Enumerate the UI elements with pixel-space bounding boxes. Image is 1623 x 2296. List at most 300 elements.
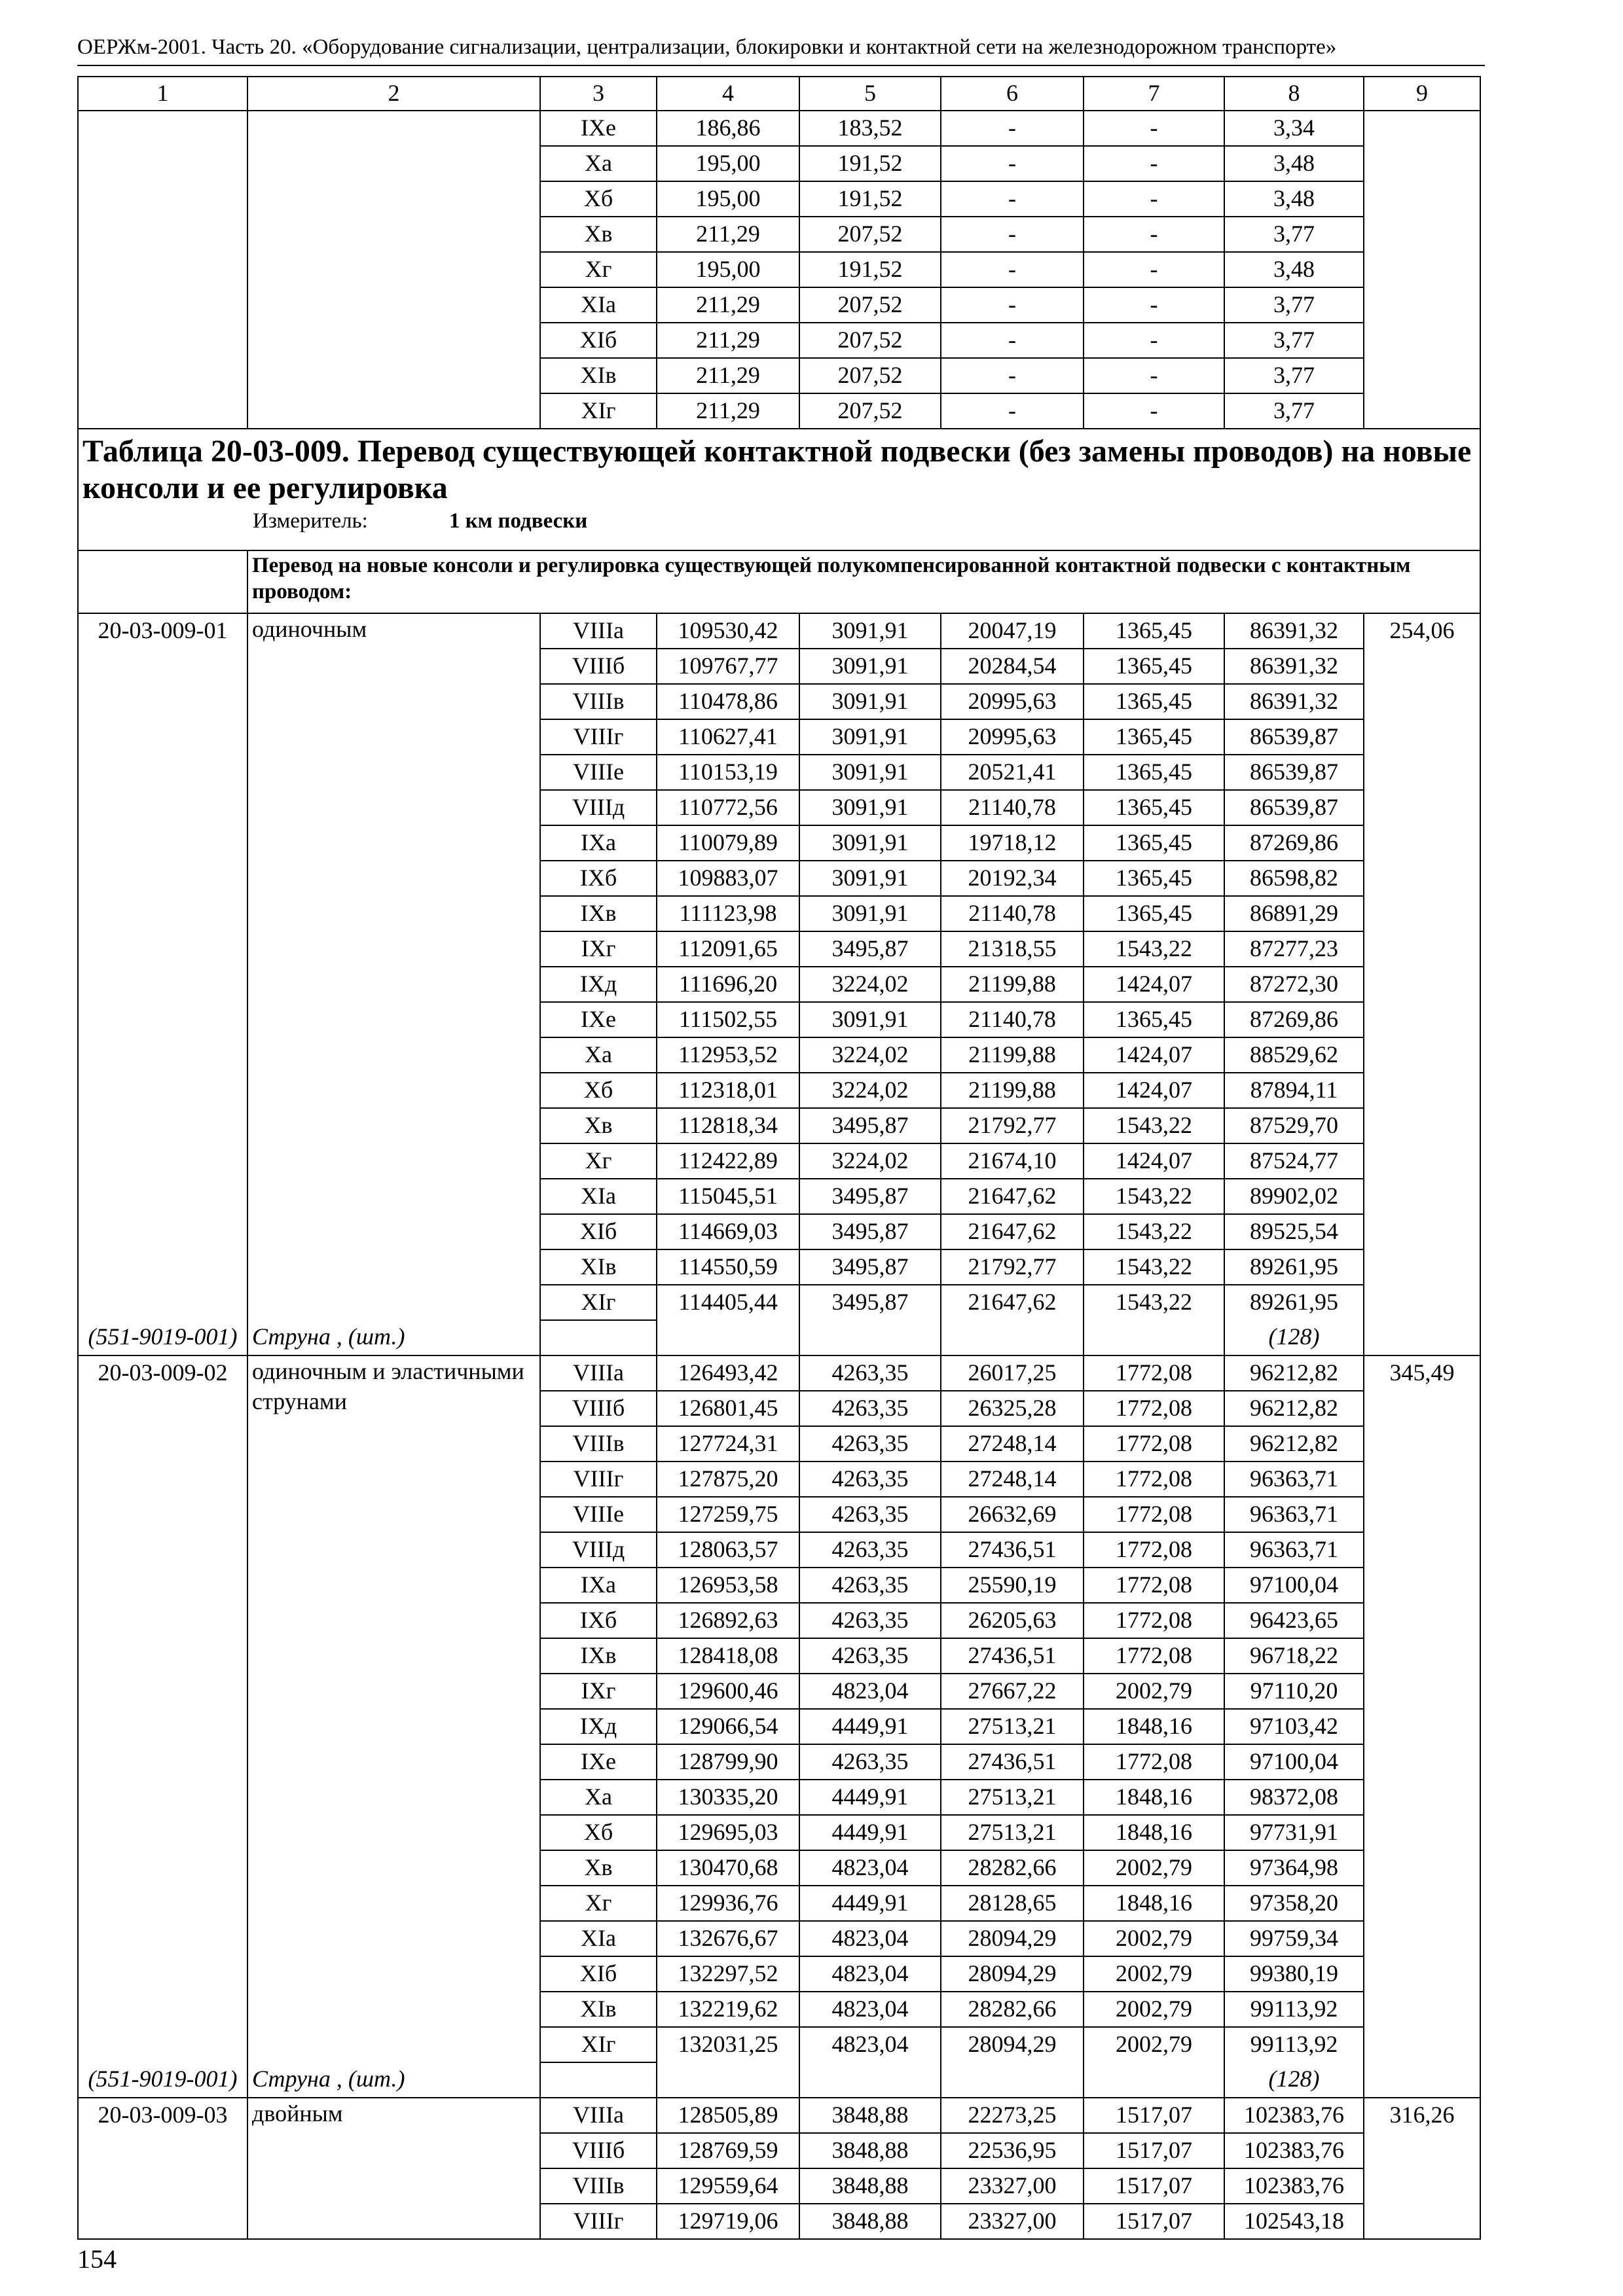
cell-wages: 3848,88 [799,2098,941,2133]
cell-machines: 22536,95 [941,2133,1084,2168]
cell-machines: - [941,393,1084,429]
cell-resource: Xб [540,181,657,217]
cell-resource: IXв [540,1638,657,1674]
cell-wages: 4823,04 [799,1674,941,1709]
cell-resource: IXа [540,1568,657,1603]
cell-machines: 21140,78 [941,790,1084,825]
cell-materials: 97100,04 [1224,1568,1364,1603]
cell-materials: 86539,87 [1224,719,1364,755]
cell-material-qty: (128) [1224,1320,1364,1355]
cell-total-cost: 129600,46 [657,1674,799,1709]
cell-total-cost: 211,29 [657,287,799,323]
cell-materials: 89902,02 [1224,1179,1364,1214]
cell-total-cost: 130470,68 [657,1850,799,1886]
column-number: 5 [799,77,941,111]
cell-resource: XIа [540,287,657,323]
cell-materials: 102383,76 [1224,2133,1364,2168]
cell-machinist-wages: 1365,45 [1084,861,1224,896]
cell-wages: 4823,04 [799,2027,941,2062]
cell-materials: 86391,32 [1224,613,1364,649]
meter-value: 1 км подвески [449,509,588,533]
cell-machinist-wages: 1543,22 [1084,1214,1224,1249]
cell-wages: 3224,02 [799,1143,941,1179]
cell-machines: - [941,217,1084,252]
cell-wages: 4263,35 [799,1603,941,1638]
cell-resource: IXа [540,825,657,861]
table-row [78,1355,1480,1391]
cell-materials: 3,48 [1224,252,1364,287]
cell-total-cost: 128505,89 [657,2098,799,2133]
cell-wages: 4449,91 [799,1886,941,1921]
cell-total-cost: 129559,64 [657,2168,799,2204]
cell-machines: 20521,41 [941,755,1084,790]
cell-resource: IXд [540,1709,657,1744]
cell-wages: 3091,91 [799,755,941,790]
cell-total-cost: 186,86 [657,111,799,146]
cell-machinist-wages: 1365,45 [1084,613,1224,649]
cell-resource: Xб [540,1815,657,1850]
cell-materials: 89261,95 [1224,1249,1364,1285]
cell-resource: Xв [540,217,657,252]
cell-resource: VIIIг [540,1462,657,1497]
cell-machines: 21647,62 [941,1285,1084,1320]
cell-wages: 3091,91 [799,896,941,931]
cell-resource: XIг [540,2027,657,2062]
cell-materials: 87524,77 [1224,1143,1364,1179]
cell-rate-code: 20-03-009-03 [78,2098,247,2239]
cell-labour: 345,49 [1364,1355,1480,2098]
cell-resource: XIа [540,1179,657,1214]
cell-machinist-wages: 1424,07 [1084,1073,1224,1108]
cell-labour: 254,06 [1364,613,1480,1355]
cell-machinist-wages: 1365,45 [1084,896,1224,931]
cell-machines: 25590,19 [941,1568,1084,1603]
cell-material-empty [1084,2062,1224,2098]
cell-machinist-wages: 1517,07 [1084,2133,1224,2168]
cell-resource: XIб [540,323,657,358]
cell-total-cost: 111696,20 [657,967,799,1002]
cell-total-cost: 132031,25 [657,2027,799,2062]
cell-machines: 28282,66 [941,1850,1084,1886]
cell-total-cost: 211,29 [657,217,799,252]
cell-resource: IXв [540,896,657,931]
cell-code-empty [78,111,247,429]
cell-materials: 102383,76 [1224,2098,1364,2133]
subtitle-row [78,550,1480,613]
cell-materials: 96212,82 [1224,1426,1364,1462]
cell-material-code: (551-9019-001) [78,2062,247,2098]
cell-wages: 3091,91 [799,613,941,649]
cell-total-cost: 211,29 [657,393,799,429]
cell-total-cost: 211,29 [657,358,799,393]
cell-machines: 27248,14 [941,1426,1084,1462]
cell-material-empty [657,2062,799,2098]
cell-rate-name: одиночным и эластичными струнами [247,1355,540,2062]
cell-wages: 4449,91 [799,1780,941,1815]
cell-machines: 23327,00 [941,2204,1084,2239]
cell-resource: XIб [540,1214,657,1249]
cell-resource: Xа [540,146,657,181]
cell-machines: 27248,14 [941,1462,1084,1497]
cell-machinist-wages: - [1084,287,1224,323]
cell-wages: 4823,04 [799,1850,941,1886]
cell-machines: - [941,111,1084,146]
cell-resource: IXг [540,1674,657,1709]
cell-wages: 207,52 [799,323,941,358]
cell-resource: VIIIг [540,719,657,755]
column-number-row [78,77,1480,111]
cell-total-cost: 110079,89 [657,825,799,861]
cell-machinist-wages: - [1084,181,1224,217]
cell-wages: 4263,35 [799,1426,941,1462]
cell-machinist-wages: 1772,08 [1084,1568,1224,1603]
cell-machines: - [941,252,1084,287]
cell-total-cost: 112422,89 [657,1143,799,1179]
cell-total-cost: 109530,42 [657,613,799,649]
cell-material-empty [657,1320,799,1355]
cell-machines: 20047,19 [941,613,1084,649]
cell-machinist-wages: 1848,16 [1084,1780,1224,1815]
cell-wages: 3224,02 [799,1037,941,1073]
cell-machines: 21647,62 [941,1214,1084,1249]
cell-machines: 26325,28 [941,1391,1084,1426]
cell-machines: - [941,146,1084,181]
cell-machinist-wages: 1772,08 [1084,1426,1224,1462]
cell-material-empty [941,2062,1084,2098]
cell-total-cost: 127259,75 [657,1497,799,1532]
cell-machinist-wages: 2002,79 [1084,1674,1224,1709]
cell-total-cost: 112953,52 [657,1037,799,1073]
cell-wages: 3495,87 [799,1108,941,1143]
cell-wages: 191,52 [799,252,941,287]
cell-materials: 97358,20 [1224,1886,1364,1921]
cell-wages: 183,52 [799,111,941,146]
cell-machines: 28128,65 [941,1886,1084,1921]
cell-machinist-wages: 2002,79 [1084,1992,1224,2027]
cell-resource: Xа [540,1037,657,1073]
column-number: 6 [941,77,1084,111]
cell-machinist-wages: 1424,07 [1084,967,1224,1002]
cell-wages: 207,52 [799,287,941,323]
cell-total-cost: 195,00 [657,181,799,217]
cell-resource: VIIIб [540,1391,657,1426]
cell-total-cost: 112818,34 [657,1108,799,1143]
cell-rate-code: 20-03-009-01 [78,613,247,1320]
cell-total-cost: 126493,42 [657,1355,799,1391]
cell-resource: VIIIа [540,1355,657,1391]
cell-machines: 26632,69 [941,1497,1084,1532]
cell-machines: 20995,63 [941,719,1084,755]
cell-materials: 86391,32 [1224,649,1364,684]
column-number: 8 [1224,77,1364,111]
cell-materials: 102383,76 [1224,2168,1364,2204]
cell-total-cost: 109767,77 [657,649,799,684]
cell-wages: 3091,91 [799,861,941,896]
cell-total-cost: 115045,51 [657,1179,799,1214]
cell-wages: 191,52 [799,146,941,181]
cell-rate-code: 20-03-009-02 [78,1355,247,2062]
cell-machines: 26017,25 [941,1355,1084,1391]
cell-total-cost: 126892,63 [657,1603,799,1638]
cell-materials: 3,77 [1224,323,1364,358]
cell-material-empty [540,2062,657,2098]
cell-materials: 87277,23 [1224,931,1364,967]
cell-machinist-wages: 1543,22 [1084,1108,1224,1143]
cell-materials: 87272,30 [1224,967,1364,1002]
running-header: ОЕРЖм-2001. Часть 20. «Оборудование сигнализации, централизации, блокировки и контактной сети на железнодорожном транспорте» [77,35,1337,59]
cell-machinist-wages: 1365,45 [1084,790,1224,825]
cell-wages: 4263,35 [799,1497,941,1532]
cell-materials: 87529,70 [1224,1108,1364,1143]
cell-machinist-wages: 1365,45 [1084,649,1224,684]
cell-machines: 21199,88 [941,967,1084,1002]
cell-materials: 86598,82 [1224,861,1364,896]
cell-resource: IXе [540,1744,657,1780]
cell-machinist-wages: - [1084,358,1224,393]
cell-machinist-wages: 1365,45 [1084,684,1224,719]
cell-machinist-wages: 1772,08 [1084,1638,1224,1674]
cell-machinist-wages: - [1084,252,1224,287]
cell-materials: 97110,20 [1224,1674,1364,1709]
table-title: Таблица 20-03-009. Перевод существующей контактной подвески (без замены проводов) на новые консоли и ее регулировка [82,434,1472,505]
cell-labour-empty [1364,111,1480,429]
cell-machines: 20284,54 [941,649,1084,684]
cell-resource: IXе [540,111,657,146]
cell-wages: 207,52 [799,358,941,393]
cell-resource: Xв [540,1850,657,1886]
cell-machines: 21318,55 [941,931,1084,967]
cell-wages: 3091,91 [799,790,941,825]
cell-total-cost: 128799,90 [657,1744,799,1780]
header-rule [77,65,1485,66]
cell-materials: 98372,08 [1224,1780,1364,1815]
cell-machines: 27436,51 [941,1532,1084,1568]
cell-wages: 4263,35 [799,1355,941,1391]
cell-machines: 21140,78 [941,896,1084,931]
cell-machinist-wages: 1365,45 [1084,719,1224,755]
cell-machines: 27436,51 [941,1744,1084,1780]
table-row [78,2098,1480,2133]
cell-resource: VIIIв [540,684,657,719]
cell-resource: VIIIб [540,2133,657,2168]
cell-wages: 4823,04 [799,1992,941,2027]
cell-material-name: Струна , (шт.) [247,1320,540,1355]
meter-line [82,508,1476,534]
cell-machines: 27513,21 [941,1815,1084,1850]
cell-materials: 96718,22 [1224,1638,1364,1674]
cell-wages: 3495,87 [799,1214,941,1249]
cell-resource: VIIIе [540,1497,657,1532]
cell-wages: 3091,91 [799,1002,941,1037]
cell-machines: 28094,29 [941,1956,1084,1992]
cell-wages: 4263,35 [799,1462,941,1497]
cell-machinist-wages: 1772,08 [1084,1532,1224,1568]
cell-total-cost: 126801,45 [657,1391,799,1426]
cell-wages: 207,52 [799,393,941,429]
cell-materials: 89261,95 [1224,1285,1364,1320]
cell-machines: 26205,63 [941,1603,1084,1638]
cell-materials: 99380,19 [1224,1956,1364,1992]
cell-wages: 3495,87 [799,1179,941,1214]
cell-machinist-wages: 1365,45 [1084,825,1224,861]
cell-machines: 21199,88 [941,1073,1084,1108]
cell-materials: 3,34 [1224,111,1364,146]
table-title-row [78,429,1480,550]
cell-machinist-wages: 2002,79 [1084,2027,1224,2062]
cell-machinist-wages: 1424,07 [1084,1037,1224,1073]
cell-materials: 3,77 [1224,287,1364,323]
column-number: 3 [540,77,657,111]
cell-materials: 88529,62 [1224,1037,1364,1073]
cell-machinist-wages: - [1084,217,1224,252]
cell-material-qty: (128) [1224,2062,1364,2098]
cell-wages: 3091,91 [799,684,941,719]
column-number: 7 [1084,77,1224,111]
column-number: 4 [657,77,799,111]
cell-total-cost: 126953,58 [657,1568,799,1603]
cell-machinist-wages: 1517,07 [1084,2168,1224,2204]
cell-total-cost: 195,00 [657,146,799,181]
cell-materials: 3,48 [1224,146,1364,181]
cell-machines: 27667,22 [941,1674,1084,1709]
cell-total-cost: 111502,55 [657,1002,799,1037]
cell-total-cost: 110627,41 [657,719,799,755]
cell-wages: 3495,87 [799,1285,941,1320]
cell-machines: 20192,34 [941,861,1084,896]
cell-resource: VIIIе [540,755,657,790]
cell-total-cost: 211,29 [657,323,799,358]
cell-materials: 87894,11 [1224,1073,1364,1108]
cell-machines: 28094,29 [941,2027,1084,2062]
cell-resource: IXг [540,931,657,967]
cell-machines: 23327,00 [941,2168,1084,2204]
column-number: 1 [78,77,247,111]
cell-wages: 4263,35 [799,1638,941,1674]
cell-machinist-wages: 2002,79 [1084,1850,1224,1886]
cell-resource: Xг [540,1886,657,1921]
cell-total-cost: 129066,54 [657,1709,799,1744]
cell-total-cost: 114669,03 [657,1214,799,1249]
cell-machines: 28282,66 [941,1992,1084,2027]
cell-machinist-wages: 1543,22 [1084,1285,1224,1320]
cell-machines: 21792,77 [941,1249,1084,1285]
cell-machines: 21647,62 [941,1179,1084,1214]
cell-machines: - [941,287,1084,323]
column-number: 2 [247,77,540,111]
cell-machinist-wages: 1543,22 [1084,931,1224,967]
cell-machines: 27436,51 [941,1638,1084,1674]
cell-machinist-wages: - [1084,146,1224,181]
cell-materials: 3,77 [1224,393,1364,429]
cell-resource: VIIIа [540,613,657,649]
table-subtitle: Перевод на новые консоли и регулировка существующей полукомпенсированной контактной подвески с контактным проводом: [247,550,1480,613]
cell-resource: IXд [540,967,657,1002]
cell-total-cost: 132676,67 [657,1921,799,1956]
cell-machinist-wages: 1772,08 [1084,1744,1224,1780]
cell-resource: VIIIд [540,790,657,825]
cell-resource: IXб [540,1603,657,1638]
cell-machines: 27513,21 [941,1709,1084,1744]
cell-resource: VIIIг [540,2204,657,2239]
meter-label: Измеритель: [253,509,368,533]
cell-total-cost: 129719,06 [657,2204,799,2239]
cell-total-cost: 110478,86 [657,684,799,719]
cell-wages: 4823,04 [799,1921,941,1956]
cell-machinist-wages: 1517,07 [1084,2204,1224,2239]
cell-wages: 191,52 [799,181,941,217]
cell-material-empty [799,1320,941,1355]
cell-material-empty [799,2062,941,2098]
cell-total-cost: 110153,19 [657,755,799,790]
cell-machines: 19718,12 [941,825,1084,861]
cell-resource: Xб [540,1073,657,1108]
cell-resource: XIб [540,1956,657,1992]
cell-wages: 3224,02 [799,1073,941,1108]
cell-resource: XIг [540,393,657,429]
cell-machines: 21792,77 [941,1108,1084,1143]
cell-materials: 96363,71 [1224,1497,1364,1532]
cell-machinist-wages: 1543,22 [1084,1249,1224,1285]
cell-materials: 96363,71 [1224,1462,1364,1497]
cell-resource: IXб [540,861,657,896]
cell-total-cost: 195,00 [657,252,799,287]
cell-wages: 3495,87 [799,1249,941,1285]
cell-materials: 86539,87 [1224,790,1364,825]
cell-material-code: (551-9019-001) [78,1320,247,1355]
cell-wages: 4449,91 [799,1815,941,1850]
cell-rate-name: одиночным [247,613,540,1320]
cell-machines: 20995,63 [941,684,1084,719]
cell-materials: 97100,04 [1224,1744,1364,1780]
cell-machinist-wages: 1365,45 [1084,755,1224,790]
cell-total-cost: 129936,76 [657,1886,799,1921]
cell-material-empty [1084,1320,1224,1355]
cell-materials: 86539,87 [1224,755,1364,790]
cell-machines: - [941,181,1084,217]
cell-machines: 27513,21 [941,1780,1084,1815]
cell-resource: Xа [540,1780,657,1815]
cell-rate-name: двойным [247,2098,540,2239]
cell-materials: 99759,34 [1224,1921,1364,1956]
cell-wages: 4263,35 [799,1568,941,1603]
cell-resource: XIг [540,1285,657,1320]
material-row [78,2062,1480,2098]
cell-wages: 3091,91 [799,825,941,861]
cell-total-cost: 111123,98 [657,896,799,931]
cell-resource: XIв [540,1992,657,2027]
cell-machines: 28094,29 [941,1921,1084,1956]
cell-wages: 4263,35 [799,1532,941,1568]
cell-machinist-wages: 1365,45 [1084,1002,1224,1037]
cell-machinist-wages: 1772,08 [1084,1355,1224,1391]
table-row [78,111,1480,146]
cell-total-cost: 112318,01 [657,1073,799,1108]
cell-machinist-wages: 1772,08 [1084,1462,1224,1497]
cell-materials: 3,48 [1224,181,1364,217]
cell-wages: 4449,91 [799,1709,941,1744]
cell-total-cost: 112091,65 [657,931,799,967]
cell-machinist-wages: 1772,08 [1084,1603,1224,1638]
cell-materials: 99113,92 [1224,2027,1364,2062]
cell-materials: 86391,32 [1224,684,1364,719]
cell-machinist-wages: 1772,08 [1084,1497,1224,1532]
cell-machines: - [941,323,1084,358]
cell-total-cost: 132297,52 [657,1956,799,1992]
cell-materials: 102543,18 [1224,2204,1364,2239]
cell-wages: 4823,04 [799,1956,941,1992]
cell-resource: XIв [540,1249,657,1285]
cell-materials: 99113,92 [1224,1992,1364,2027]
